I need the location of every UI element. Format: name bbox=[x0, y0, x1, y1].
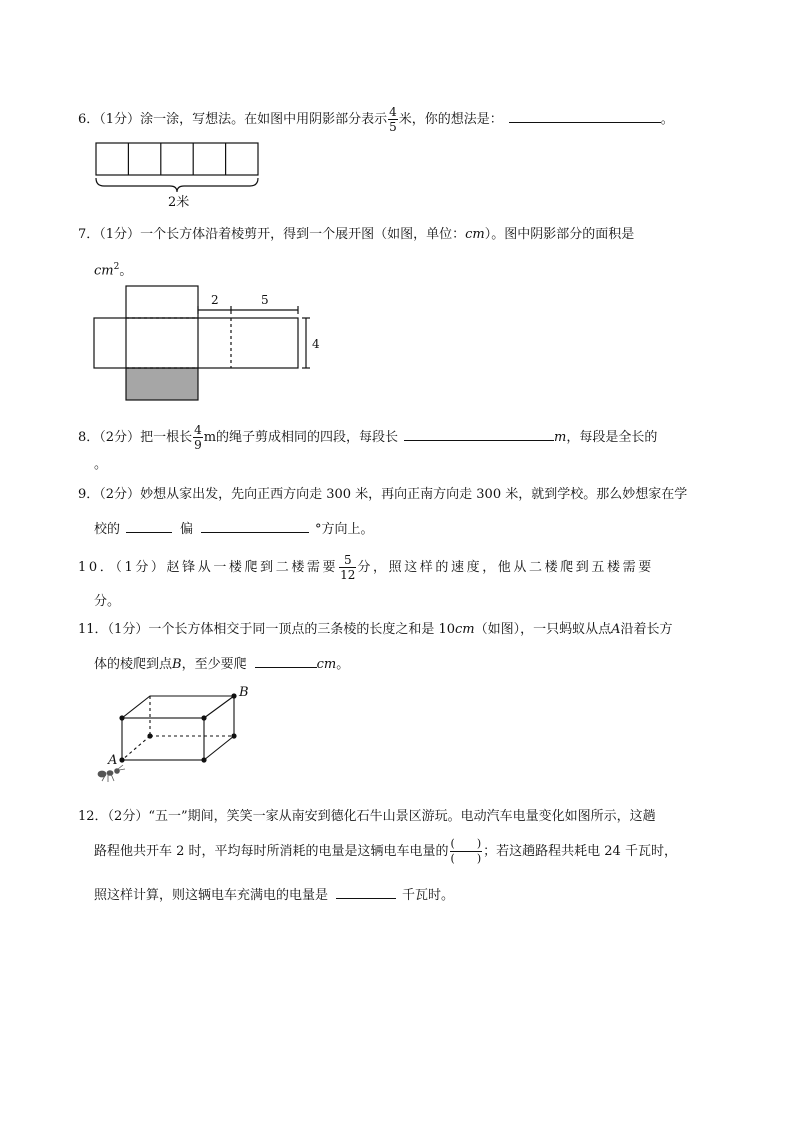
q12-line3-a: 照这样计算，则这辆电车充满电的电量是 bbox=[94, 888, 329, 903]
q11-text-c: 沿着长方 bbox=[620, 622, 673, 637]
q9-line2-a: 校的 bbox=[94, 522, 121, 537]
q10-fraction: $\frac{5}{12}$ bbox=[340, 553, 356, 582]
q7-shaded-face bbox=[126, 368, 198, 400]
q6-answer-blank[interactable] bbox=[509, 108, 661, 123]
q11-line2-end: 。 bbox=[336, 657, 350, 672]
q11-point-a: A bbox=[611, 622, 621, 637]
q9-line2-b: 偏 bbox=[180, 522, 194, 537]
q12-blank-fraction[interactable]: $\frac{( )}{( )}$ bbox=[450, 837, 482, 865]
q12-number: 12． bbox=[78, 809, 108, 824]
q10-text-a: 赵锋从一楼爬到二楼需要 bbox=[166, 560, 339, 575]
q7-text-b: ）。图中阴影部分的面积是 bbox=[484, 227, 635, 242]
q7-score: （1分） bbox=[99, 227, 141, 242]
q11-text-a: 一个长方体相交于同一顶点的三条棱的长度之和是 10 bbox=[148, 622, 456, 637]
q10-line2: 分。 bbox=[94, 594, 121, 609]
q11-answer-blank[interactable] bbox=[255, 653, 317, 668]
q12-line2-b: ；若这趟路程共耗电 24 千瓦时， bbox=[483, 844, 677, 859]
q7-line2-sup: 2 bbox=[113, 262, 120, 272]
q8-text-a: 把一根长 bbox=[140, 430, 193, 445]
q12-line3-b: 千瓦时。 bbox=[402, 888, 455, 903]
q6-text-a: 涂一涂，写想法。在如图中用阴影部分表示 bbox=[140, 112, 388, 127]
q11-figure bbox=[92, 684, 262, 784]
q7-label-4: 4 bbox=[312, 337, 320, 351]
q11-line2-unit: cm bbox=[316, 657, 337, 672]
q12-line2-a: 路程他共开车 2 时，平均每时所消耗的电量是这辆电车电量的 bbox=[94, 844, 449, 859]
q10-score: （1分） bbox=[115, 560, 167, 575]
q11-text-b: （如图），一只蚂蚁从点 bbox=[474, 622, 612, 637]
q6-strip bbox=[96, 143, 258, 175]
q9-number: 9． bbox=[78, 487, 100, 502]
q7-line2-unit: cm bbox=[94, 263, 114, 279]
q11-line2-b: ，至少要爬 bbox=[181, 657, 247, 672]
q11-unit: cm bbox=[455, 622, 475, 637]
q7-text-a: 一个长方体沿着棱剪开，得到一个展开图（如图，单位： bbox=[140, 227, 466, 242]
q9-line2-c: °方向上。 bbox=[315, 522, 374, 537]
q8-fraction: $\frac{4}{9}$ bbox=[194, 423, 202, 452]
q9-blank-degree[interactable] bbox=[201, 518, 309, 533]
q8-score: （2分） bbox=[99, 430, 141, 445]
q12-answer-blank[interactable] bbox=[336, 884, 396, 899]
q11-fig-label-b: B bbox=[239, 685, 249, 700]
q8-unit: m bbox=[554, 430, 567, 445]
q12-score: （2分） bbox=[107, 809, 149, 824]
q10-text-b: 分，照这样的速度，他从二楼爬到五楼需要 bbox=[357, 560, 654, 575]
q8-text-b: m的绳子剪成相同的四段，每段长 bbox=[203, 430, 399, 445]
q7-line2-end: 。 bbox=[119, 263, 133, 279]
q7-unit: cm bbox=[465, 227, 485, 242]
q6-fig-label: 2米 bbox=[168, 195, 190, 210]
q6-fraction: $\frac{4}{5}$ bbox=[389, 105, 397, 134]
q7-figure bbox=[90, 282, 326, 406]
q6-brace bbox=[96, 178, 258, 192]
q8-text-c: ，每段是全长的 bbox=[566, 430, 658, 445]
q8-line2: 。 bbox=[94, 457, 108, 472]
q9-score: （2分） bbox=[99, 487, 141, 502]
q11-point-b: B bbox=[172, 657, 182, 672]
q11-fig-label-a: A bbox=[108, 753, 118, 768]
q8-answer-blank[interactable] bbox=[404, 426, 554, 441]
q6-text-b: 米，你的想法是： bbox=[398, 112, 503, 127]
q11-number: 11． bbox=[78, 622, 108, 637]
q8-number: 8． bbox=[78, 430, 100, 445]
q6-number: 6． bbox=[78, 112, 100, 127]
q7-number: 7． bbox=[78, 227, 100, 242]
q6-figure bbox=[90, 140, 270, 212]
q7-label-5: 5 bbox=[261, 293, 269, 307]
q6-score: （1分） bbox=[99, 112, 141, 127]
q11-score: （1分） bbox=[107, 622, 149, 637]
q11-line2-a: 体的棱爬到点 bbox=[94, 657, 173, 672]
q9-blank-direction[interactable] bbox=[126, 518, 172, 533]
q12-text-a: “五一”期间，笑笑一家从南安到德化石牛山景区游玩。电动汽车电量变化如图所示，这趟 bbox=[148, 809, 656, 824]
q6-end: 。 bbox=[660, 112, 674, 127]
q9-text-a: 妙想从家出发，先向正西方向走 300 米，再向正南方向走 300 米，就到学校。那么妙想家在学 bbox=[140, 487, 688, 502]
q7-label-2: 2 bbox=[211, 293, 219, 307]
q10-number: 10． bbox=[78, 560, 116, 575]
